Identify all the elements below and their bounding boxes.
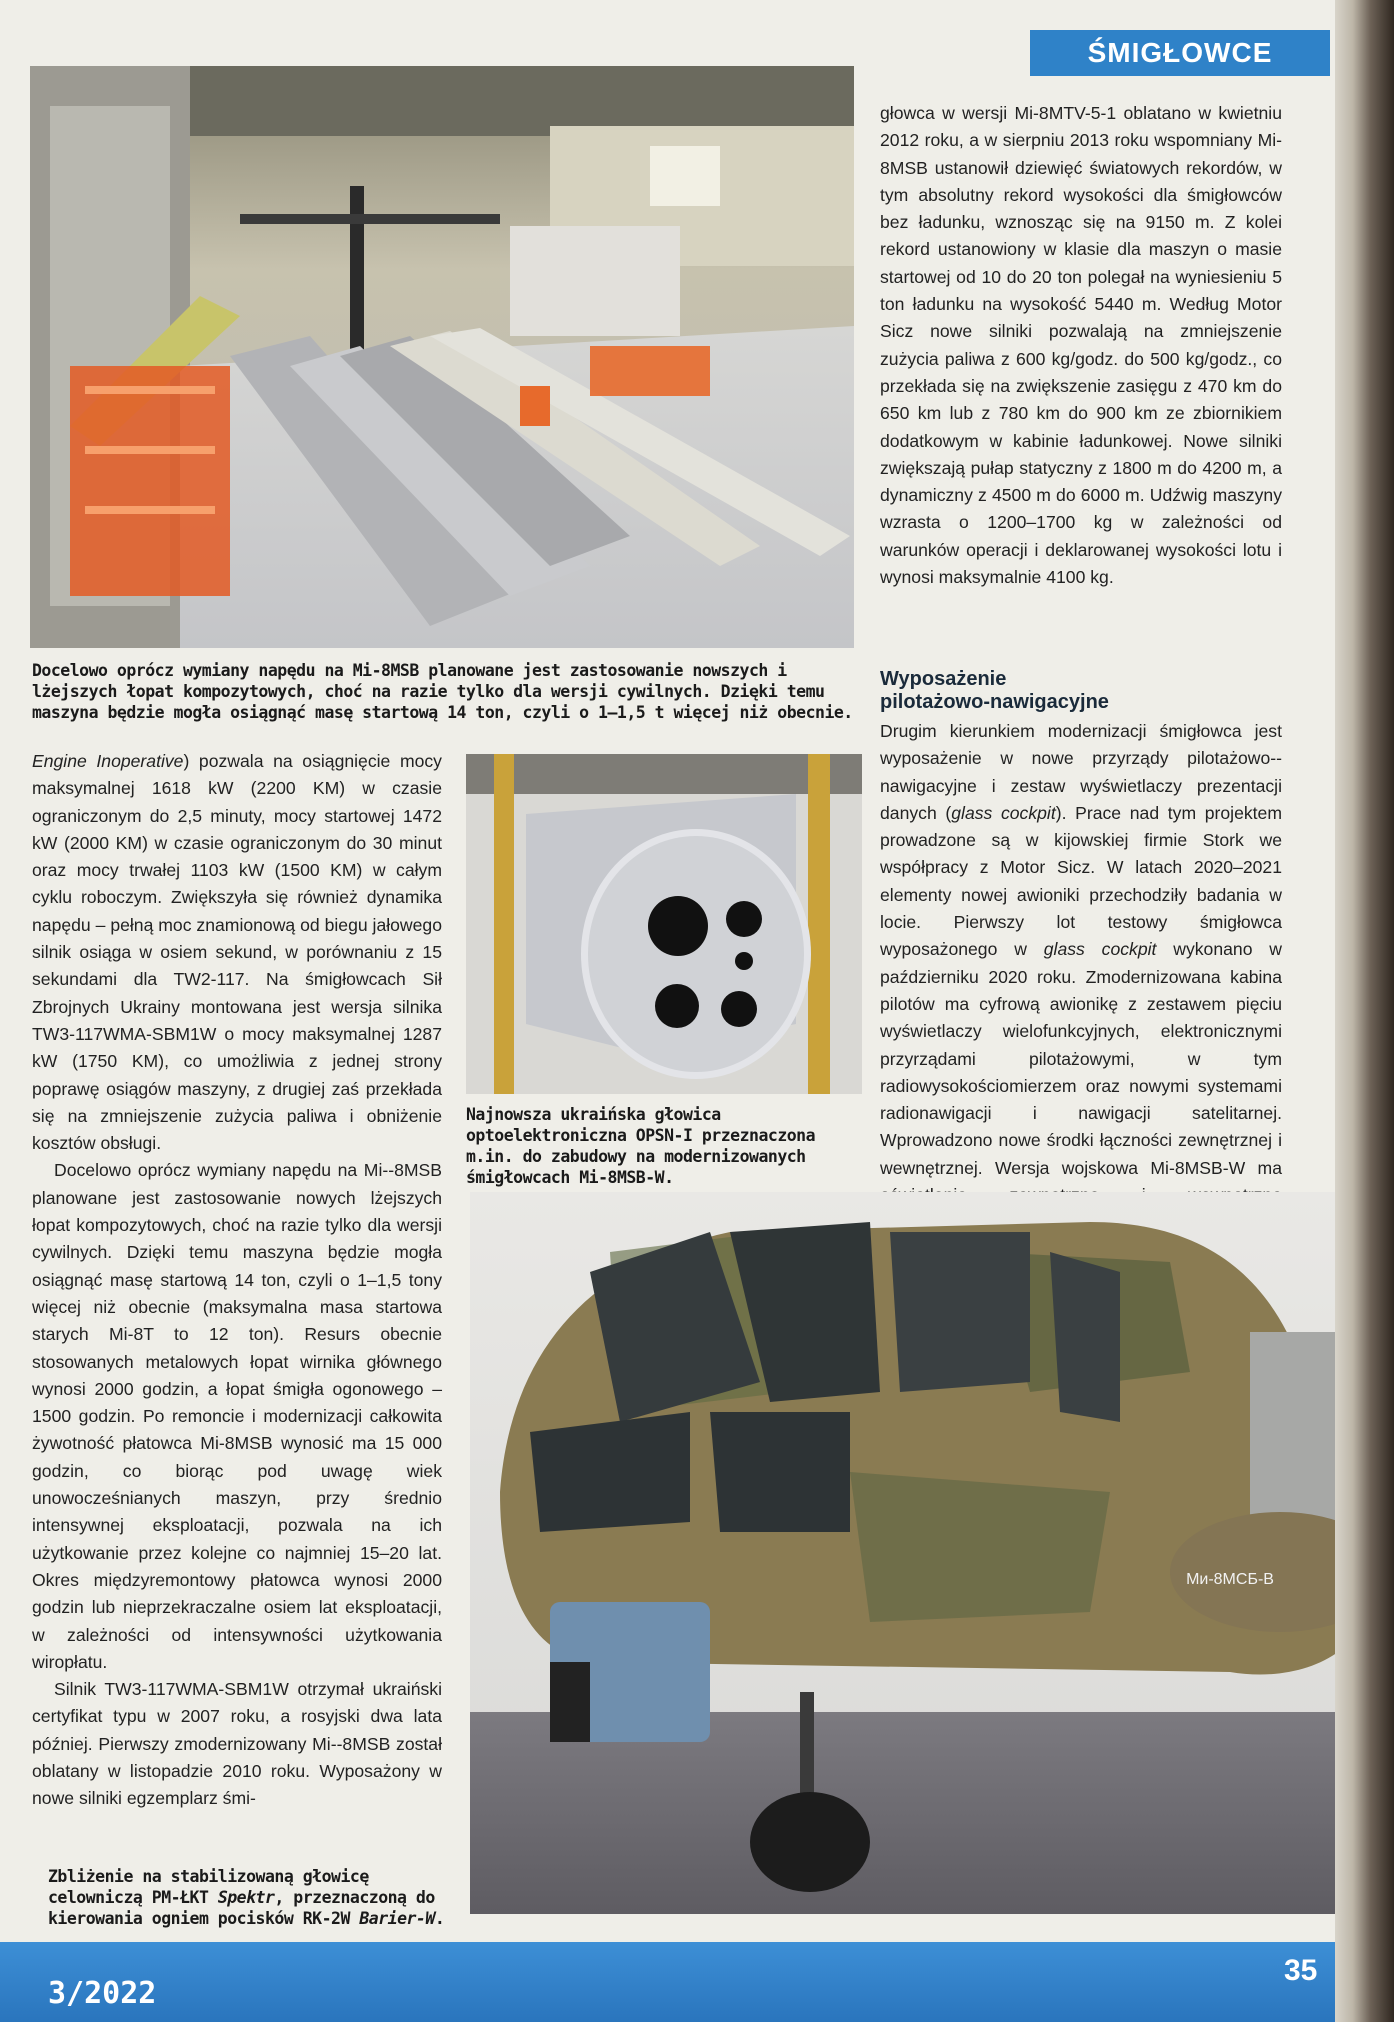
engine-inoperative-term: Engine Inoperative (32, 751, 184, 771)
right-bottom-paragraph: Drugim kierunkiem modernizacji śmigłowca jest wyposażenie w nowe przyrządy pilotażowo--nawigacyjne i zestaw wyświetlaczy prezentacji danych (glass cockpit). Prace nad tym projektem prowadzone są w kijowskiej firmie Stork we współpracy z Motor Sicz. W latach 2020–2021 elementy nowej awioniki przechodziły badania w locie. Pierwszy lot testowy śmigłowca wyposażonego w glass cockpit wykonano w październiku 2020 roku. Zmodernizowana kabina pilotów ma cyfrową awionikę z zestawem pięciu wyświetlaczy wielofunkcyjnych, elektronicznymi przyrządami pilotażowymi, w tym radiowysokościomierzem oraz nowymi systemami radionawigacji i nawigacji satelitarnej. Wprowadzono nowe środki łączności zewnętrznej i wewnętrznej. Wersja wojskowa Mi-8MSB-W ma (880, 721, 1283, 1178)
page-number: 35 (1284, 1954, 1318, 1987)
left-paragraph-3: Silnik TW3-117WMA-SBM1W otrzymał ukraiński certyfikat typu w 2007 roku, a rosyjski dwa lata później. Pierwszy zmodernizowany Mi--8MSB został oblatany w listopadzie 2010 roku. Wyposażony w nowe silniki egzemplarz śmi- (32, 1679, 442, 1809)
left-text-column (32, 748, 442, 1813)
right-bottom-text-column (880, 668, 1282, 1237)
right-top-text-column (880, 100, 1282, 591)
helicopter-photo-caption: Zbliżenie na stabilizowaną głowicę celowniczą PM-ŁKT Spektr, przeznaczoną do kierowania ogniem pocisków RK-2W Barier-W. (48, 1867, 445, 1928)
issue-number: 3/2022 (48, 1976, 157, 2011)
helicopter-marking: Ми-8МСБ-В (1186, 1571, 1274, 1588)
footer-bar (0, 1942, 1340, 2022)
page-stack-edge (1335, 0, 1394, 2022)
hangar-rotor-blades-photo (30, 66, 854, 648)
section-tab: ŚMIGŁOWCE (1030, 30, 1330, 76)
section-subheading: Wyposażenie pilotażowo-nawigacyjne (880, 668, 1109, 713)
hangar-photo-caption: Docelowo oprócz wymiany napędu na Mi-8MSB planowane jest zastosowanie nowszych i lżejszych łopat kompozytowych, choć na razie tylko dla wersji cywilnych. Dzięki temu maszyna będzie mogła osiągnąć masę startową 14 ton, czyli o 1–1,5 t więcej niż obecnie. (32, 661, 853, 722)
left-paragraph-1: Engine Inoperative) pozwala na osiągnięcie mocy maksymalnej 1618 kW (2200 KM) w czasie ograniczonym do 2,5 minuty, mocy startowej 1472 kW (2000 KM) w czasie ograniczonym do 30 minut oraz mocy trwałej 1103 kW (1500 KM) w całym cyklu roboczym. Zwiększyła się również dynamika napędu – pełną moc znamionową od biegu jałowego silnik osiąga w osiem sekund, w porównaniu z 15 sekundami dla TW2-117. Na śmigłowcach Sił Zbrojnych Ukrainy montowana jest wersja silnika TW3-117WMA-SBM1W o mocy maksymalnej 1287 kW (1750 KM), co umożliwia z jednej strony poprawę osiągów maszyny, z drugiej zaś przekłada się na zmniejszenie zużycia paliwa i obniżenie kosztów obsługi. (32, 751, 442, 1154)
helicopter-photo (470, 1192, 1394, 1914)
right-top-paragraph: głowca w wersji Mi-8MTV-5-1 oblatano w kwietniu 2012 roku, a w sierpniu 2013 roku wspomniany Mi-8MSB ustanowił dziewięć światowych rekordów, w tym absolutny rekord wysokości dla śmigłowców bez ładunku, wznosząc się na 9150 m. Z kolei rekord ustanowiony w klasie dla maszyn o masie startowej od 10 do 20 ton polegał na wyniesieniu 5 ton ładunku na wysokość 5440 m. Według Motor Sicz nowe silniki pozwalają na zmniejszenie zużycia paliwa z 600 kg/godz. do 500 kg/godz., co przekłada się na zwiększenie zasięgu z 470 km do 650 km lub z 780 km do 900 km ze zbiornikiem dodatkowym w kabinie ładunkowej. Nowe silniki zwiększają pułap statyczny z 1800 m do 4200 m, a dynamiczny z 4500 m do 6000 m. Udźwig maszyny wzrasta o 1200–1700 kg w zależności od warunków operacji i deklarowanej wysokości lotu i wynosi maksymalnie 4100 kg. (880, 103, 1282, 588)
left-paragraph-2: Docelowo oprócz wymiany napędu na Mi--8MSB planowane jest zastosowanie nowych lżejszych łopat kompozytowych, choć na razie tylko dla wersji cywilnych. Dzięki temu maszyna będzie mogła osiągnąć masę startową 14 ton, czyli o 1–1,5 tony więcej niż obecnie (maksymalna masa startowa starych Mi-8T to 12 ton). Resurs obecnie stosowanych metalowych łopat wirnika głównego wynosi 2000 godzin, a łopat śmigła ogonowego – 1500 godzin. Po remoncie i modernizacji całkowita żywotność płatowca Mi-8MSB wynosić ma 15 000 godzin, co biorąc pod uwagę wiek unowocześnianych maszyn, przy średnio intensywnej eksploatacji, pozwala na ich użytkowanie przez kolejne co najmniej 15–20 lat. Okres międzyremontowy płatowca wynosi 2000 godzin lub nieprzekraczalne osiem lat eksploatacji, w zależności od intensywności użytkowania wiropłatu. (32, 1160, 442, 1672)
gimbal-photo-caption: Najnowsza ukraińska głowica optoelektroniczna OPSN-I przeznaczona m.in. do zabudowy na modernizowanych śmigłowcach Mi-8MSB-W. (466, 1105, 816, 1187)
optoelectronic-gimbal-photo (466, 754, 862, 1094)
